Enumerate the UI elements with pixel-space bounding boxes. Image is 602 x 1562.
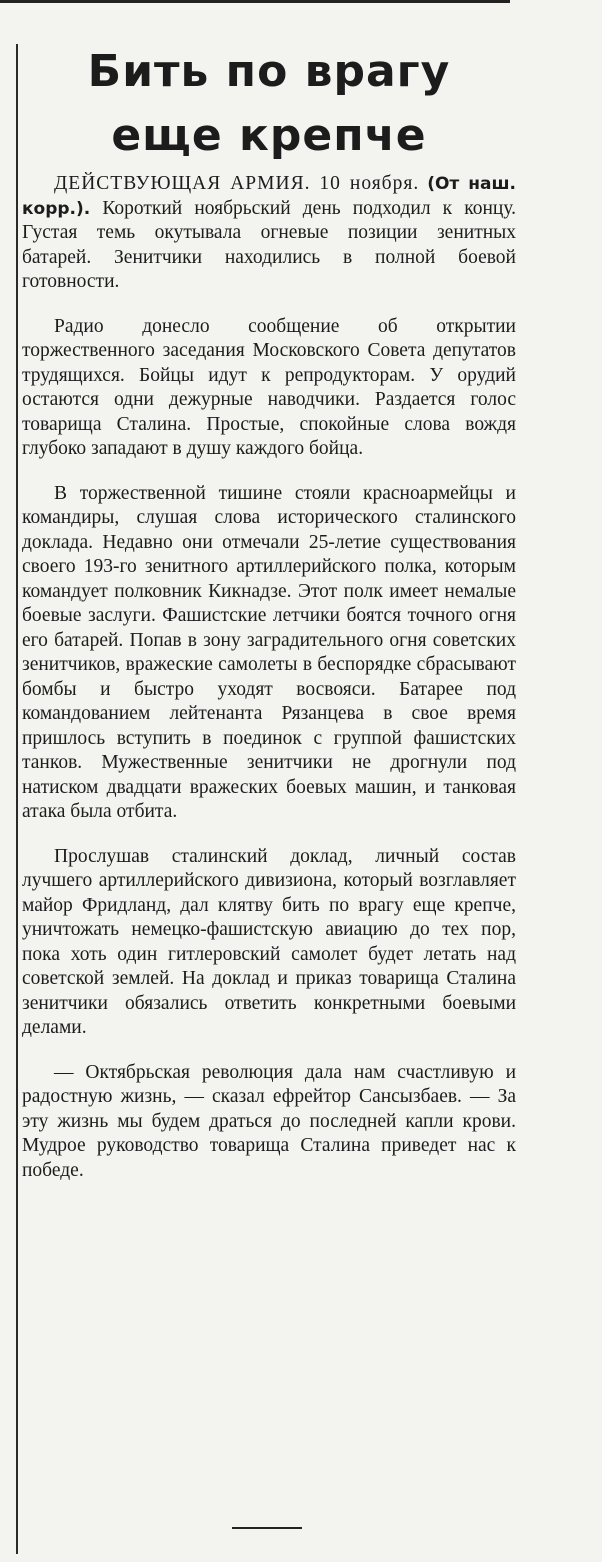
byline: (От наш. корр.).: [22, 174, 517, 219]
body-paragraph-4: — Октябрьская революция дала нам счастливую и радостную жизнь, — сказал ефрейтор Сансызбаев. — За эту жизнь мы будем драться до последней капли крови. Мудрое руководство товарища Сталина приведет нас к победе.: [22, 1061, 516, 1181]
headline-line-2: еще крепче: [111, 110, 427, 161]
body-paragraph-1: Радио донесло сообщение об открытии торжественного заседания Московского Совета депутатов трудящихся. Бойцы идут к репродукторам. У орудий остаются одни дежурные наводчики. Раздается голос товарища Сталина. Простые, спокойные слова вождя глубоко западают в душу каждого бойца.: [22, 315, 516, 459]
headline-line-1: Бить по врагу: [87, 46, 451, 97]
article-headline: [22, 40, 516, 168]
lead-paragraph: [22, 172, 516, 295]
end-of-article-rule: [232, 1527, 302, 1529]
lead-text: Короткий ноябрьский день подходил к концу. Густая темь окутывала огневые позиции зенитных батарей. Зенитчики находились в полной боевой готовности.: [22, 197, 517, 292]
body-paragraph-2: В торжественной тишине стояли красноармейцы и командиры, слушая слова исторического сталинского доклада. Недавно они отмечали 25-летие существования своего 193-го зенитного артиллерийского полка, которым командует полковник Кикнадзе. Этот полк имеет немалые боевые заслуги. Фашистские летчики боятся точного огня его батарей. Попав в зону заградительного огня советских зенитчиков, вражеские самолеты в беспорядке сбрасывают бомбы и быстро уходят восвояси. Батарее под командованием лейтенанта Рязанцева в свое время пришлось вступить в поединок с группой фашистских танков. Мужественные зенитчики не дрогнули под натиском двадцати вражеских боевых машин, и танковая атака была отбита.: [22, 482, 516, 822]
dateline: ДЕЙСТВУЮЩАЯ АРМИЯ. 10 ноября.: [54, 173, 420, 194]
left-column-rule: [16, 44, 18, 1554]
body-paragraph-3: Прослушав сталинский доклад, личный состав лучшего артиллерийского дивизиона, который возглавляет майор Фридланд, дал клятву бить по врагу еще крепче, уничтожать немецко-фашистскую авиацию до тех пор, пока хоть один гитлеровский самолет будет летать над советской землей. На доклад и приказ товарища Сталина зенитчики обязались ответить конкретными боевыми делами.: [22, 845, 516, 1038]
article-body: [22, 172, 516, 1183]
news-article: [22, 40, 516, 1203]
top-column-rule: [0, 0, 510, 3]
